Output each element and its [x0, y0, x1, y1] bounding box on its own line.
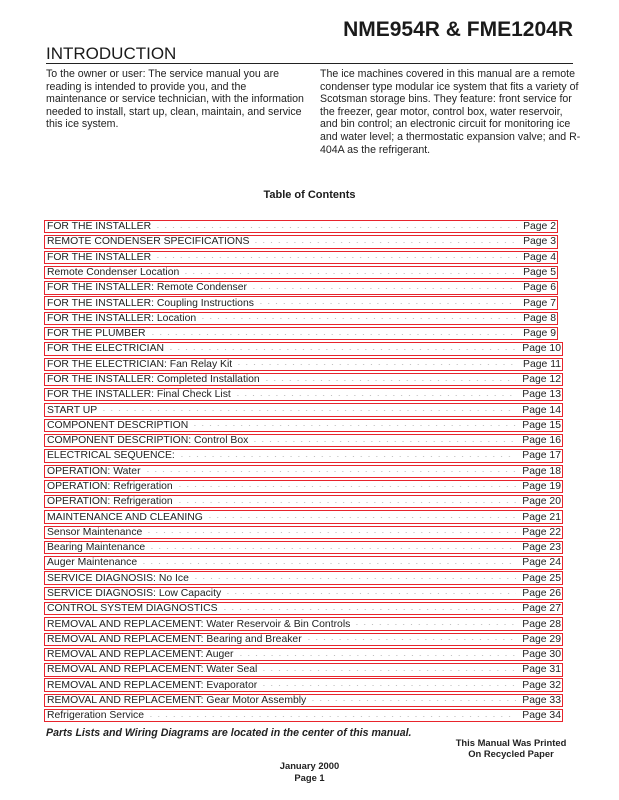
toc-leader-dots [260, 665, 516, 675]
toc-entry-page: Page 18 [516, 466, 562, 477]
toc-entry-page: Page 31 [516, 664, 562, 675]
footer-page-number: Page 1 [294, 772, 325, 783]
toc-entry-page: Page 27 [516, 603, 562, 614]
toc-entry-label: Remote Condenser Location [45, 267, 182, 278]
toc-entry-page: Page 13 [516, 389, 562, 400]
toc-leader-dots [250, 283, 517, 293]
toc-entry[interactable] [44, 419, 563, 432]
toc-entry[interactable] [44, 495, 563, 508]
toc-leader-dots [263, 375, 517, 385]
toc-entry-label: REMOVAL AND REPLACEMENT: Water Reservoir & Bin Controls [45, 619, 353, 630]
toc-entry-label: FOR THE ELECTRICIAN [45, 343, 167, 354]
toc-entry[interactable] [44, 312, 558, 325]
toc-entry[interactable] [44, 678, 563, 691]
toc-entry-label: FOR THE INSTALLER: Location [45, 313, 199, 324]
toc-entry[interactable] [44, 251, 558, 264]
toc-leader-dots [224, 588, 516, 598]
toc-entry-label: OPERATION: Refrigeration [45, 481, 176, 492]
toc-entry[interactable] [44, 403, 563, 416]
section-title: INTRODUCTION [46, 44, 177, 63]
toc-entry-page: Page 16 [516, 435, 562, 446]
toc-entry[interactable] [44, 266, 558, 279]
toc-entry-page: Page 3 [517, 236, 557, 247]
title-divider [46, 63, 573, 64]
toc-leader-dots [257, 298, 517, 308]
toc-entry-label: FOR THE INSTALLER [45, 252, 154, 263]
toc-leader-dots [167, 344, 516, 354]
toc-entry-label: COMPONENT DESCRIPTION [45, 420, 191, 431]
toc-leader-dots [100, 405, 516, 415]
toc-entry-label: FOR THE INSTALLER: Remote Condenser [45, 282, 250, 293]
toc-entry[interactable] [44, 281, 558, 294]
toc-entry[interactable] [44, 480, 563, 493]
toc-entry-page: Page 12 [516, 374, 562, 385]
toc-leader-dots [305, 634, 517, 644]
toc-leader-dots [235, 359, 517, 369]
toc-entry-label: OPERATION: Water [45, 466, 144, 477]
toc-entry[interactable] [44, 709, 563, 722]
toc-entry-page: Page 14 [516, 405, 562, 416]
intro-left-paragraph: To the owner or user: The service manual you are reading is intended to provide you, and the maintenance or service technician, with the information needed to install, start up, clean, maintain, and service this ice system. [46, 68, 304, 131]
toc-entry-page: Page 20 [516, 496, 562, 507]
toc-entry-label: REMOVAL AND REPLACEMENT: Water Seal [45, 664, 260, 675]
toc-leader-dots [192, 573, 516, 583]
toc-entry-page: Page 33 [516, 695, 562, 706]
toc-entry-label: Auger Maintenance [45, 557, 140, 568]
toc-entry-page: Page 4 [517, 252, 557, 263]
toc-entry-label: ELECTRICAL SEQUENCE: [45, 450, 178, 461]
toc-entry[interactable] [44, 617, 563, 630]
toc-entry-page: Page 11 [517, 359, 562, 370]
toc-leader-dots [252, 237, 517, 247]
toc-leader-dots [309, 695, 516, 705]
recycled-line-1: This Manual Was Printed [455, 737, 567, 748]
page-footer [0, 760, 619, 784]
toc-leader-dots [221, 604, 517, 614]
toc-entry-page: Page 17 [516, 450, 562, 461]
toc-entry-page: Page 34 [516, 710, 562, 721]
toc-entry-page: Page 21 [516, 512, 562, 523]
toc-entry-page: Page 15 [516, 420, 562, 431]
toc-entry-page: Page 7 [517, 298, 557, 309]
toc-entry[interactable] [44, 633, 563, 646]
toc-entry[interactable] [44, 449, 563, 462]
toc-entry-page: Page 32 [516, 680, 562, 691]
table-of-contents [44, 220, 564, 724]
toc-leader-dots [251, 436, 516, 446]
toc-leader-dots [144, 466, 517, 476]
toc-entry-page: Page 10 [516, 343, 562, 354]
toc-entry-label: MAINTENANCE AND CLEANING [45, 512, 206, 523]
toc-leader-dots [154, 252, 517, 262]
toc-entry[interactable] [44, 663, 563, 676]
toc-entry-label: REMOTE CONDENSER SPECIFICATIONS [45, 236, 252, 247]
toc-leader-dots [234, 390, 516, 400]
toc-entry-label: CONTROL SYSTEM DIAGNOSTICS [45, 603, 221, 614]
toc-title: Table of Contents [263, 189, 356, 201]
toc-leader-dots [147, 711, 516, 721]
toc-entry-page: Page 29 [516, 634, 562, 645]
toc-leader-dots [176, 481, 517, 491]
toc-entry[interactable] [44, 571, 563, 584]
toc-entry-page: Page 2 [517, 221, 557, 232]
toc-entry-page: Page 5 [517, 267, 557, 278]
toc-entry[interactable] [44, 541, 563, 554]
toc-entry-label: FOR THE INSTALLER: Coupling Instructions [45, 298, 257, 309]
toc-entry-label: OPERATION: Refrigeration [45, 496, 176, 507]
toc-entry[interactable] [44, 358, 563, 371]
toc-entry[interactable] [44, 556, 563, 569]
toc-leader-dots [206, 512, 516, 522]
toc-leader-dots [199, 313, 517, 323]
toc-entry[interactable] [44, 220, 558, 233]
toc-entry-label: COMPONENT DESCRIPTION: Control Box [45, 435, 251, 446]
toc-entry-page: Page 23 [516, 542, 562, 553]
toc-leader-dots [353, 619, 516, 629]
toc-entry-page: Page 25 [516, 573, 562, 584]
toc-leader-dots [154, 222, 517, 232]
toc-entry-page: Page 9 [517, 328, 557, 339]
toc-entry-label: Bearing Maintenance [45, 542, 148, 553]
toc-entry[interactable] [44, 526, 563, 539]
toc-entry[interactable] [44, 296, 558, 309]
toc-entry-page: Page 22 [516, 527, 562, 538]
parts-note: Parts Lists and Wiring Diagrams are located in the center of this manual. [46, 727, 412, 739]
toc-entry-page: Page 30 [516, 649, 562, 660]
toc-leader-dots [140, 558, 516, 568]
toc-entry[interactable] [44, 327, 558, 340]
toc-leader-dots [237, 650, 517, 660]
toc-entry-page: Page 28 [516, 619, 562, 630]
toc-entry[interactable] [44, 342, 563, 355]
toc-entry[interactable] [44, 510, 563, 523]
toc-leader-dots [260, 680, 516, 690]
toc-leader-dots [149, 329, 518, 339]
toc-leader-dots [148, 543, 516, 553]
footer-date: January 2000 [279, 760, 340, 771]
toc-entry-page: Page 6 [517, 282, 557, 293]
toc-entry-label: FOR THE INSTALLER [45, 221, 154, 232]
toc-entry[interactable] [44, 434, 563, 447]
toc-entry-label: SERVICE DIAGNOSIS: Low Capacity [45, 588, 224, 599]
toc-entry[interactable] [44, 602, 563, 615]
intro-right-paragraph: The ice machines covered in this manual are a remote condenser type modular ice system that fits a variety of Scotsman storage bins. They feature: front service for the freezer, gear motor, control box, water reservoir, and bin control; an electronic circuit for monitoring ice and water level; a thermostatic expansion valve; and R-404A as the refrigerant. [320, 68, 581, 156]
toc-entry-label: Refrigeration Service [45, 710, 147, 721]
toc-entry[interactable] [44, 235, 558, 248]
toc-entry-label: FOR THE PLUMBER [45, 328, 149, 339]
toc-entry-page: Page 8 [517, 313, 557, 324]
toc-entry-label: FOR THE INSTALLER: Final Check List [45, 389, 234, 400]
toc-leader-dots [176, 497, 517, 507]
toc-leader-dots [182, 268, 517, 278]
toc-entry[interactable] [44, 373, 563, 386]
toc-leader-dots [178, 451, 516, 461]
toc-entry[interactable] [44, 648, 563, 661]
toc-entry-label: SERVICE DIAGNOSIS: No Ice [45, 573, 192, 584]
toc-entry-label: FOR THE ELECTRICIAN: Fan Relay Kit [45, 359, 235, 370]
toc-entry[interactable] [44, 388, 563, 401]
toc-entry-page: Page 19 [516, 481, 562, 492]
toc-leader-dots [145, 527, 516, 537]
toc-entry-label: START UP [45, 405, 100, 416]
toc-entry-label: Sensor Maintenance [45, 527, 145, 538]
toc-entry-page: Page 26 [516, 588, 562, 599]
toc-entry-label: REMOVAL AND REPLACEMENT: Evaporator [45, 680, 260, 691]
toc-entry[interactable] [44, 465, 563, 478]
toc-entry-page: Page 24 [516, 557, 562, 568]
toc-entry[interactable] [44, 587, 563, 600]
recycled-note [446, 737, 576, 759]
toc-entry-label: REMOVAL AND REPLACEMENT: Auger [45, 649, 237, 660]
toc-entry[interactable] [44, 694, 563, 707]
toc-entry-label: FOR THE INSTALLER: Completed Installation [45, 374, 263, 385]
toc-entry-label: REMOVAL AND REPLACEMENT: Bearing and Breaker [45, 634, 305, 645]
model-title: NME954R & FME1204R [343, 18, 573, 41]
toc-leader-dots [191, 420, 516, 430]
recycled-line-2: On Recycled Paper [468, 748, 554, 759]
toc-entry-label: REMOVAL AND REPLACEMENT: Gear Motor Assembly [45, 695, 309, 706]
